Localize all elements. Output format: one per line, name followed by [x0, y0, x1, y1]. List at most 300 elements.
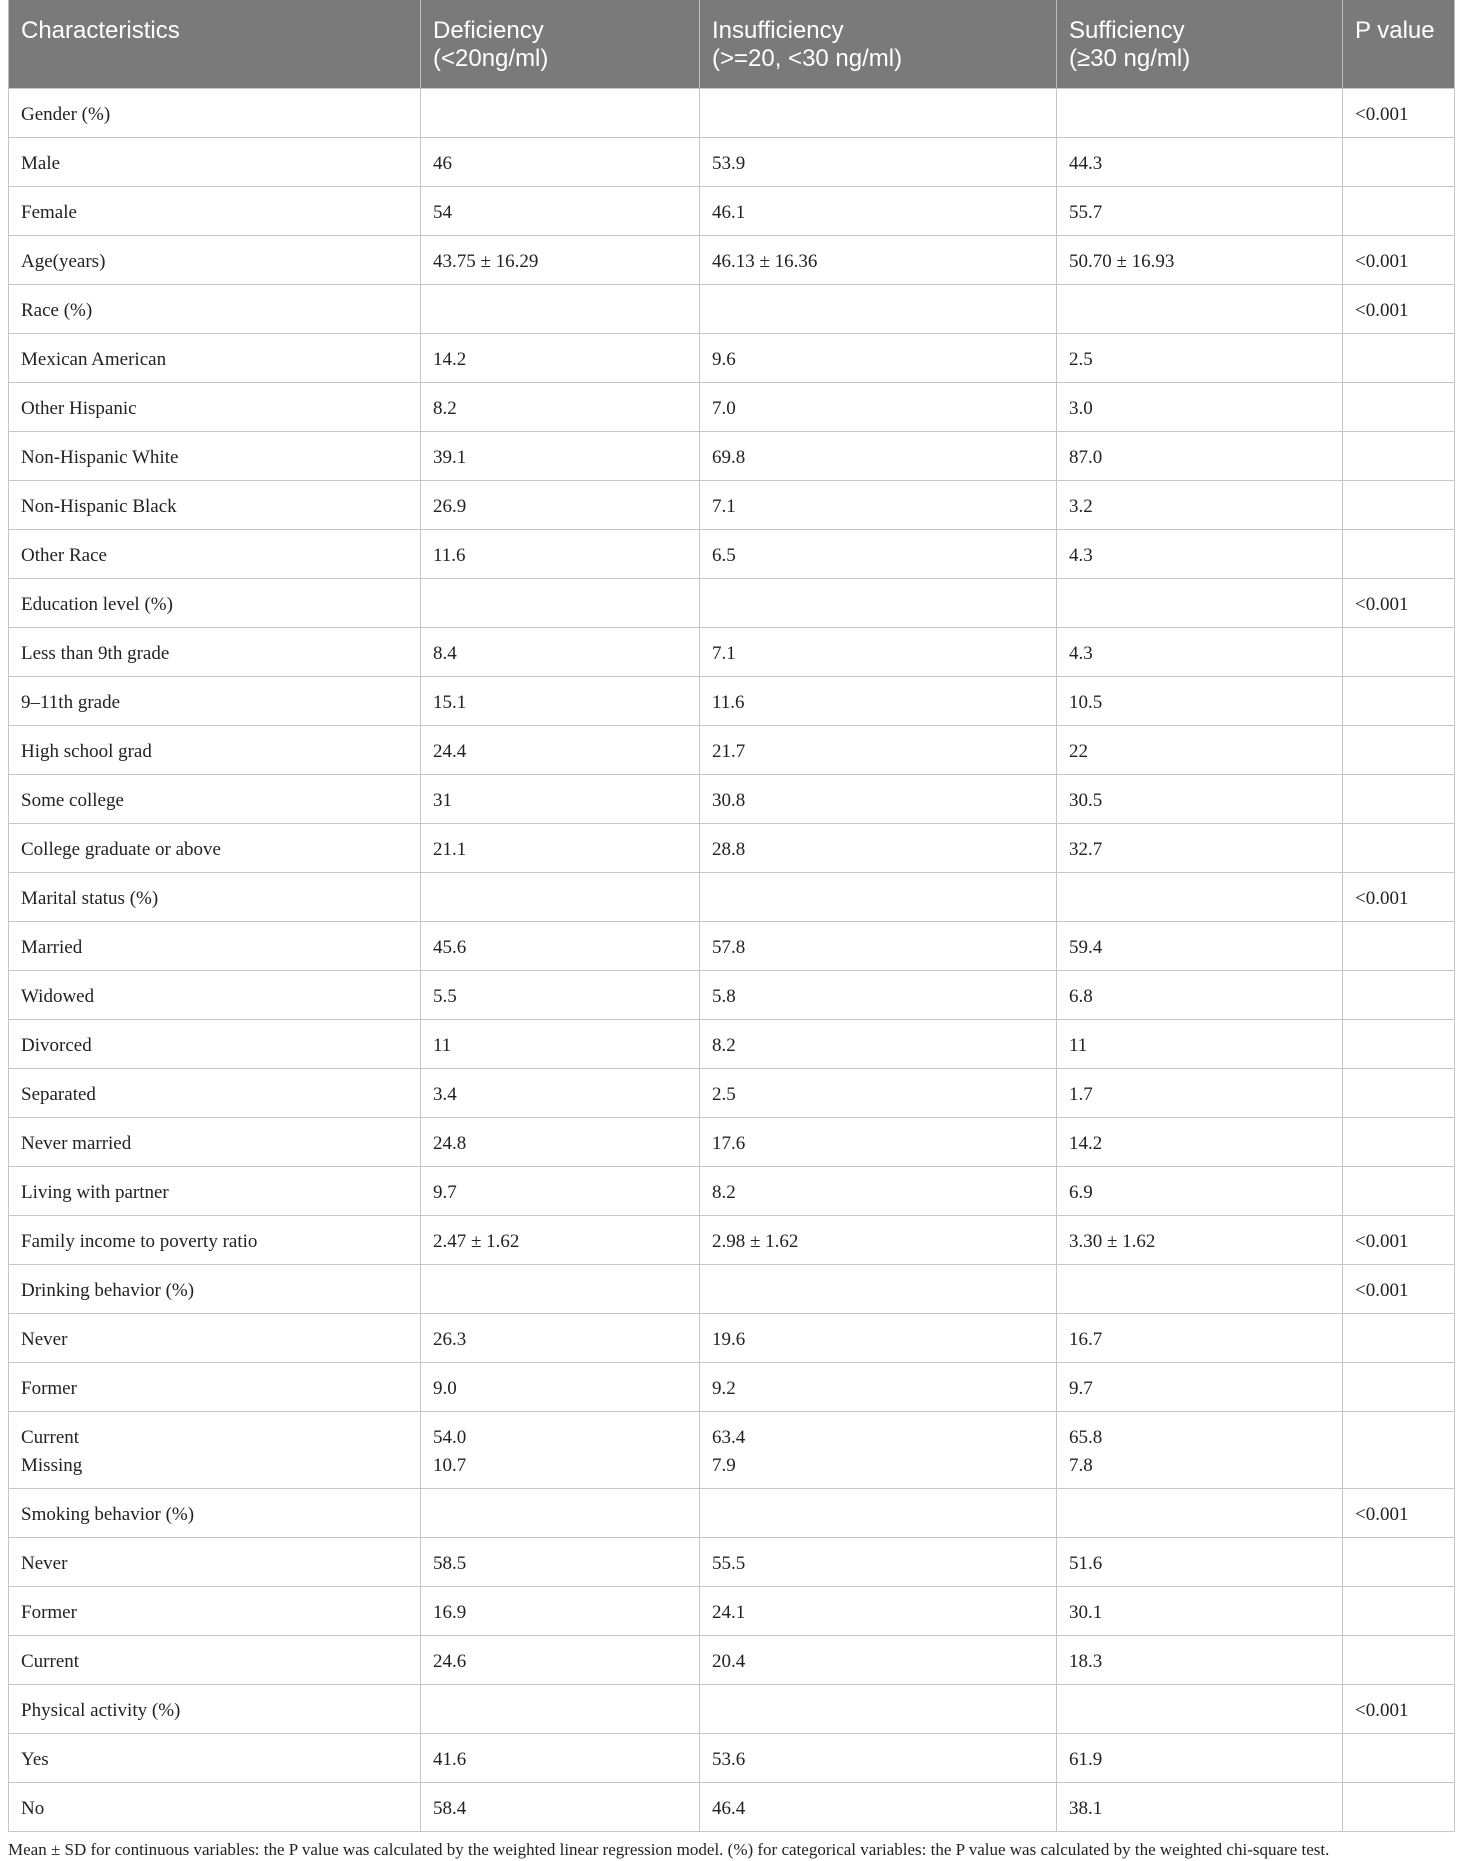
cell-sufficiency — [1057, 726, 1343, 775]
table-row — [9, 1783, 1455, 1832]
table-row — [9, 873, 1455, 922]
cell-text: 30.8 — [712, 790, 746, 811]
characteristics-table — [8, 0, 1455, 1832]
cell-p-value — [1343, 1167, 1455, 1216]
cell-sufficiency — [1057, 1216, 1343, 1265]
cell-insufficiency — [700, 1412, 1057, 1489]
cell-insufficiency — [700, 383, 1057, 432]
cell-deficiency — [421, 1216, 700, 1265]
cell-insufficiency — [700, 628, 1057, 677]
table-body — [9, 89, 1455, 1832]
table-header — [9, 0, 1455, 89]
table-row — [9, 1587, 1455, 1636]
cell-insufficiency — [700, 922, 1057, 971]
cell-p-value — [1343, 89, 1455, 138]
table-row — [9, 1489, 1455, 1538]
table-row — [9, 775, 1455, 824]
cell-text: Mexican American — [21, 349, 167, 370]
cell-text: 11 — [433, 1035, 452, 1056]
cell-text: Gender (%) — [21, 104, 111, 125]
column-header-line: Sufficiency — [1069, 17, 1185, 44]
cell-characteristic — [9, 236, 421, 285]
cell-deficiency — [421, 481, 700, 530]
cell-text: 44.3 — [1069, 153, 1103, 174]
cell-insufficiency — [700, 677, 1057, 726]
cell-characteristic — [9, 383, 421, 432]
cell-text: Married — [21, 937, 83, 958]
cell-p-value — [1343, 187, 1455, 236]
cell-text: 11.6 — [433, 545, 466, 566]
cell-sufficiency — [1057, 1587, 1343, 1636]
cell-text: 5.5 — [433, 986, 457, 1007]
cell-p-value — [1343, 579, 1455, 628]
cell-characteristic — [9, 677, 421, 726]
cell-insufficiency — [700, 432, 1057, 481]
cell-text: High school grad — [21, 741, 152, 762]
table-row — [9, 1265, 1455, 1314]
column-header-line: Deficiency — [433, 17, 544, 44]
cell-sufficiency — [1057, 873, 1343, 922]
cell-sufficiency — [1057, 1020, 1343, 1069]
table-row — [9, 1020, 1455, 1069]
column-header-deficiency — [421, 0, 700, 89]
table-row — [9, 236, 1455, 285]
cell-sufficiency — [1057, 1069, 1343, 1118]
cell-deficiency — [421, 1538, 700, 1587]
table-row — [9, 1167, 1455, 1216]
cell-text: Missing — [21, 1455, 83, 1476]
cell-text: Other Hispanic — [21, 398, 137, 419]
cell-sufficiency — [1057, 677, 1343, 726]
cell-p-value — [1343, 1265, 1455, 1314]
table-row — [9, 922, 1455, 971]
cell-text: 24.1 — [712, 1602, 746, 1623]
cell-insufficiency — [700, 824, 1057, 873]
cell-text: 61.9 — [1069, 1749, 1103, 1770]
cell-sufficiency — [1057, 922, 1343, 971]
cell-text: 14.2 — [1069, 1133, 1103, 1154]
cell-text: 16.7 — [1069, 1329, 1103, 1350]
cell-text: 53.6 — [712, 1749, 746, 1770]
cell-insufficiency — [700, 1587, 1057, 1636]
cell-text: 46.1 — [712, 202, 746, 223]
cell-characteristic — [9, 138, 421, 187]
cell-text: 3.4 — [433, 1084, 457, 1105]
cell-sufficiency — [1057, 89, 1343, 138]
cell-text: 65.8 — [1069, 1427, 1103, 1448]
table-row — [9, 481, 1455, 530]
cell-characteristic — [9, 628, 421, 677]
cell-text: 2.98 ± 1.62 — [712, 1231, 799, 1252]
cell-sufficiency — [1057, 1734, 1343, 1783]
cell-text: Former — [21, 1378, 77, 1399]
cell-text: <0.001 — [1355, 104, 1409, 125]
cell-deficiency — [421, 775, 700, 824]
column-header-sufficiency — [1057, 0, 1343, 89]
cell-text: 4.3 — [1069, 643, 1093, 664]
cell-text: 53.9 — [712, 153, 746, 174]
cell-characteristic — [9, 1265, 421, 1314]
cell-text: Other Race — [21, 545, 107, 566]
cell-insufficiency — [700, 1314, 1057, 1363]
cell-text: 5.8 — [712, 986, 736, 1007]
cell-text: 7.1 — [712, 643, 736, 664]
cell-insufficiency — [700, 236, 1057, 285]
cell-insufficiency — [700, 138, 1057, 187]
column-header-line: (>=20, <30 ng/ml) — [712, 45, 903, 72]
cell-characteristic — [9, 187, 421, 236]
cell-deficiency — [421, 579, 700, 628]
cell-text: <0.001 — [1355, 300, 1409, 321]
cell-text: Less than 9th grade — [21, 643, 170, 664]
cell-deficiency — [421, 1118, 700, 1167]
table-row — [9, 726, 1455, 775]
cell-text: 39.1 — [433, 447, 467, 468]
cell-characteristic — [9, 432, 421, 481]
cell-sufficiency — [1057, 1118, 1343, 1167]
cell-insufficiency — [700, 530, 1057, 579]
cell-text: Widowed — [21, 986, 95, 1007]
cell-text: 16.9 — [433, 1602, 467, 1623]
cell-text: 45.6 — [433, 937, 467, 958]
cell-insufficiency — [700, 1216, 1057, 1265]
cell-deficiency — [421, 1587, 700, 1636]
cell-sufficiency — [1057, 1783, 1343, 1832]
cell-p-value — [1343, 726, 1455, 775]
cell-text: 22 — [1069, 741, 1088, 762]
cell-characteristic — [9, 726, 421, 775]
cell-text: Marital status (%) — [21, 888, 159, 909]
cell-text: 14.2 — [433, 349, 467, 370]
cell-sufficiency — [1057, 1265, 1343, 1314]
cell-text: 6.5 — [712, 545, 736, 566]
cell-text: 8.2 — [712, 1035, 736, 1056]
cell-text: Never married — [21, 1133, 132, 1154]
cell-deficiency — [421, 1412, 700, 1489]
cell-p-value — [1343, 677, 1455, 726]
column-header-line: (≥30 ng/ml) — [1069, 45, 1191, 72]
cell-insufficiency — [700, 187, 1057, 236]
cell-text: 38.1 — [1069, 1798, 1103, 1819]
cell-text: 9.2 — [712, 1378, 736, 1399]
cell-text: 21.1 — [433, 839, 467, 860]
cell-characteristic — [9, 579, 421, 628]
cell-sufficiency — [1057, 1412, 1343, 1489]
cell-deficiency — [421, 432, 700, 481]
cell-text: 69.8 — [712, 447, 746, 468]
cell-deficiency — [421, 530, 700, 579]
cell-characteristic — [9, 1489, 421, 1538]
cell-characteristic — [9, 89, 421, 138]
cell-characteristic — [9, 1538, 421, 1587]
column-header-p-value — [1343, 0, 1455, 89]
cell-text: 7.8 — [1069, 1455, 1093, 1476]
column-header-insufficiency — [700, 0, 1057, 89]
cell-insufficiency — [700, 285, 1057, 334]
cell-characteristic — [9, 1118, 421, 1167]
cell-text: 6.9 — [1069, 1182, 1093, 1203]
cell-characteristic — [9, 824, 421, 873]
cell-text: Drinking behavior (%) — [21, 1280, 195, 1301]
cell-p-value — [1343, 1314, 1455, 1363]
cell-text: <0.001 — [1355, 1231, 1409, 1252]
cell-sufficiency — [1057, 1685, 1343, 1734]
cell-insufficiency — [700, 1363, 1057, 1412]
cell-characteristic — [9, 775, 421, 824]
cell-text: Male — [21, 153, 61, 174]
cell-characteristic — [9, 1685, 421, 1734]
cell-sufficiency — [1057, 1167, 1343, 1216]
cell-deficiency — [421, 1734, 700, 1783]
cell-p-value — [1343, 824, 1455, 873]
cell-p-value — [1343, 1412, 1455, 1489]
cell-text: 28.8 — [712, 839, 746, 860]
table-row — [9, 1538, 1455, 1587]
cell-text: 63.4 — [712, 1427, 746, 1448]
column-header-line: (<20ng/ml) — [433, 45, 549, 72]
cell-sufficiency — [1057, 383, 1343, 432]
table-row — [9, 432, 1455, 481]
cell-sufficiency — [1057, 530, 1343, 579]
cell-insufficiency — [700, 89, 1057, 138]
cell-deficiency — [421, 628, 700, 677]
cell-insufficiency — [700, 334, 1057, 383]
cell-text: <0.001 — [1355, 1504, 1409, 1525]
cell-text: 15.1 — [433, 692, 467, 713]
cell-text: 30.1 — [1069, 1602, 1103, 1623]
cell-text: <0.001 — [1355, 594, 1409, 615]
cell-deficiency — [421, 138, 700, 187]
cell-deficiency — [421, 824, 700, 873]
cell-text: <0.001 — [1355, 251, 1409, 272]
cell-deficiency — [421, 1020, 700, 1069]
cell-characteristic — [9, 1216, 421, 1265]
table-row — [9, 1314, 1455, 1363]
cell-sufficiency — [1057, 1538, 1343, 1587]
cell-text: Yes — [21, 1749, 49, 1770]
table-row — [9, 1363, 1455, 1412]
cell-p-value — [1343, 1020, 1455, 1069]
cell-sufficiency — [1057, 579, 1343, 628]
cell-characteristic — [9, 1314, 421, 1363]
cell-text: 1.7 — [1069, 1084, 1093, 1105]
cell-p-value — [1343, 1636, 1455, 1685]
cell-text: 7.0 — [712, 398, 736, 419]
cell-p-value — [1343, 530, 1455, 579]
cell-characteristic — [9, 1167, 421, 1216]
cell-deficiency — [421, 1636, 700, 1685]
cell-text: 26.9 — [433, 496, 467, 517]
cell-p-value — [1343, 236, 1455, 285]
cell-sufficiency — [1057, 628, 1343, 677]
cell-text: 2.5 — [712, 1084, 736, 1105]
cell-deficiency — [421, 89, 700, 138]
cell-text: 21.7 — [712, 741, 746, 762]
cell-text: Age(years) — [21, 251, 106, 272]
cell-text: Separated — [21, 1084, 96, 1105]
cell-p-value — [1343, 971, 1455, 1020]
cell-insufficiency — [700, 1636, 1057, 1685]
cell-p-value — [1343, 1587, 1455, 1636]
cell-text: 3.30 ± 1.62 — [1069, 1231, 1156, 1252]
cell-text: 9.0 — [433, 1378, 457, 1399]
cell-characteristic — [9, 922, 421, 971]
cell-p-value — [1343, 1783, 1455, 1832]
cell-text: Former — [21, 1602, 77, 1623]
cell-deficiency — [421, 1685, 700, 1734]
cell-text: 3.0 — [1069, 398, 1093, 419]
cell-text: Non-Hispanic Black — [21, 496, 177, 517]
header-row — [9, 0, 1455, 89]
cell-sufficiency — [1057, 1489, 1343, 1538]
cell-text: Non-Hispanic White — [21, 447, 179, 468]
cell-p-value — [1343, 432, 1455, 481]
cell-text: Education level (%) — [21, 594, 173, 615]
cell-deficiency — [421, 922, 700, 971]
cell-text: 50.70 ± 16.93 — [1069, 251, 1175, 272]
cell-characteristic — [9, 873, 421, 922]
cell-text: 43.75 ± 16.29 — [433, 251, 539, 272]
cell-text: 8.2 — [712, 1182, 736, 1203]
cell-text: 59.4 — [1069, 937, 1103, 958]
cell-p-value — [1343, 1216, 1455, 1265]
cell-text: 10.5 — [1069, 692, 1103, 713]
cell-p-value — [1343, 1685, 1455, 1734]
cell-characteristic — [9, 1734, 421, 1783]
cell-deficiency — [421, 726, 700, 775]
cell-text: 2.47 ± 1.62 — [433, 1231, 520, 1252]
cell-text: College graduate or above — [21, 839, 221, 860]
table-row — [9, 1216, 1455, 1265]
cell-p-value — [1343, 922, 1455, 971]
table-row — [9, 285, 1455, 334]
cell-text: 11 — [1069, 1035, 1088, 1056]
cell-text: Physical activity (%) — [21, 1700, 181, 1721]
cell-p-value — [1343, 334, 1455, 383]
cell-characteristic — [9, 334, 421, 383]
table-row — [9, 138, 1455, 187]
cell-characteristic — [9, 1636, 421, 1685]
cell-text: 9.7 — [1069, 1378, 1093, 1399]
cell-text: 9.7 — [433, 1182, 457, 1203]
cell-text: 32.7 — [1069, 839, 1103, 860]
cell-deficiency — [421, 236, 700, 285]
column-header-line: Insufficiency — [712, 17, 844, 44]
table-row — [9, 1636, 1455, 1685]
cell-text: 11.6 — [712, 692, 745, 713]
cell-insufficiency — [700, 579, 1057, 628]
cell-p-value — [1343, 285, 1455, 334]
cell-characteristic — [9, 1069, 421, 1118]
cell-text: 55.7 — [1069, 202, 1103, 223]
cell-text: Some college — [21, 790, 124, 811]
cell-text: Never — [21, 1553, 68, 1574]
cell-sufficiency — [1057, 285, 1343, 334]
cell-text: Living with partner — [21, 1182, 169, 1203]
cell-text: 7.9 — [712, 1455, 736, 1476]
table-row — [9, 530, 1455, 579]
cell-text: 54.0 — [433, 1427, 467, 1448]
cell-p-value — [1343, 1069, 1455, 1118]
cell-text: Female — [21, 202, 77, 223]
cell-text: 10.7 — [433, 1455, 467, 1476]
cell-characteristic — [9, 1020, 421, 1069]
cell-insufficiency — [700, 726, 1057, 775]
cell-insufficiency — [700, 971, 1057, 1020]
cell-insufficiency — [700, 1538, 1057, 1587]
cell-text: Smoking behavior (%) — [21, 1504, 195, 1525]
cell-insufficiency — [700, 1118, 1057, 1167]
cell-sufficiency — [1057, 138, 1343, 187]
cell-text: 58.4 — [433, 1798, 467, 1819]
cell-characteristic — [9, 1363, 421, 1412]
cell-characteristic — [9, 481, 421, 530]
cell-text: <0.001 — [1355, 1280, 1409, 1301]
cell-insufficiency — [700, 1020, 1057, 1069]
cell-sufficiency — [1057, 1636, 1343, 1685]
cell-p-value — [1343, 628, 1455, 677]
table-row — [9, 971, 1455, 1020]
cell-text: 7.1 — [712, 496, 736, 517]
cell-text: 20.4 — [712, 1651, 746, 1672]
cell-p-value — [1343, 383, 1455, 432]
cell-text: 17.6 — [712, 1133, 746, 1154]
table-row — [9, 89, 1455, 138]
table-row — [9, 579, 1455, 628]
cell-insufficiency — [700, 481, 1057, 530]
cell-text: 57.8 — [712, 937, 746, 958]
cell-p-value — [1343, 138, 1455, 187]
cell-text: Never — [21, 1329, 68, 1350]
table-row — [9, 824, 1455, 873]
cell-text: <0.001 — [1355, 888, 1409, 909]
cell-characteristic — [9, 285, 421, 334]
cell-sufficiency — [1057, 432, 1343, 481]
cell-text: Divorced — [21, 1035, 92, 1056]
cell-deficiency — [421, 1489, 700, 1538]
cell-text: 3.2 — [1069, 496, 1093, 517]
cell-p-value — [1343, 1489, 1455, 1538]
cell-insufficiency — [700, 1265, 1057, 1314]
cell-deficiency — [421, 677, 700, 726]
cell-text: 24.8 — [433, 1133, 467, 1154]
cell-p-value — [1343, 1363, 1455, 1412]
cell-insufficiency — [700, 775, 1057, 824]
cell-sufficiency — [1057, 824, 1343, 873]
cell-deficiency — [421, 187, 700, 236]
cell-text: 19.6 — [712, 1329, 746, 1350]
cell-p-value — [1343, 481, 1455, 530]
cell-text: 51.6 — [1069, 1553, 1103, 1574]
table-row — [9, 187, 1455, 236]
cell-text: 46.13 ± 16.36 — [712, 251, 818, 272]
cell-deficiency — [421, 1167, 700, 1216]
cell-deficiency — [421, 1314, 700, 1363]
table-row — [9, 334, 1455, 383]
cell-text: 24.4 — [433, 741, 467, 762]
cell-sufficiency — [1057, 775, 1343, 824]
cell-sufficiency — [1057, 236, 1343, 285]
column-header-line: Characteristics — [21, 17, 180, 44]
cell-deficiency — [421, 1069, 700, 1118]
cell-text: No — [21, 1798, 45, 1819]
cell-text: 54 — [433, 202, 452, 223]
cell-text: 24.6 — [433, 1651, 467, 1672]
cell-sufficiency — [1057, 187, 1343, 236]
column-header-line: P value — [1355, 17, 1435, 44]
table-wrapper — [8, 0, 1454, 1861]
cell-text: 8.2 — [433, 398, 457, 419]
